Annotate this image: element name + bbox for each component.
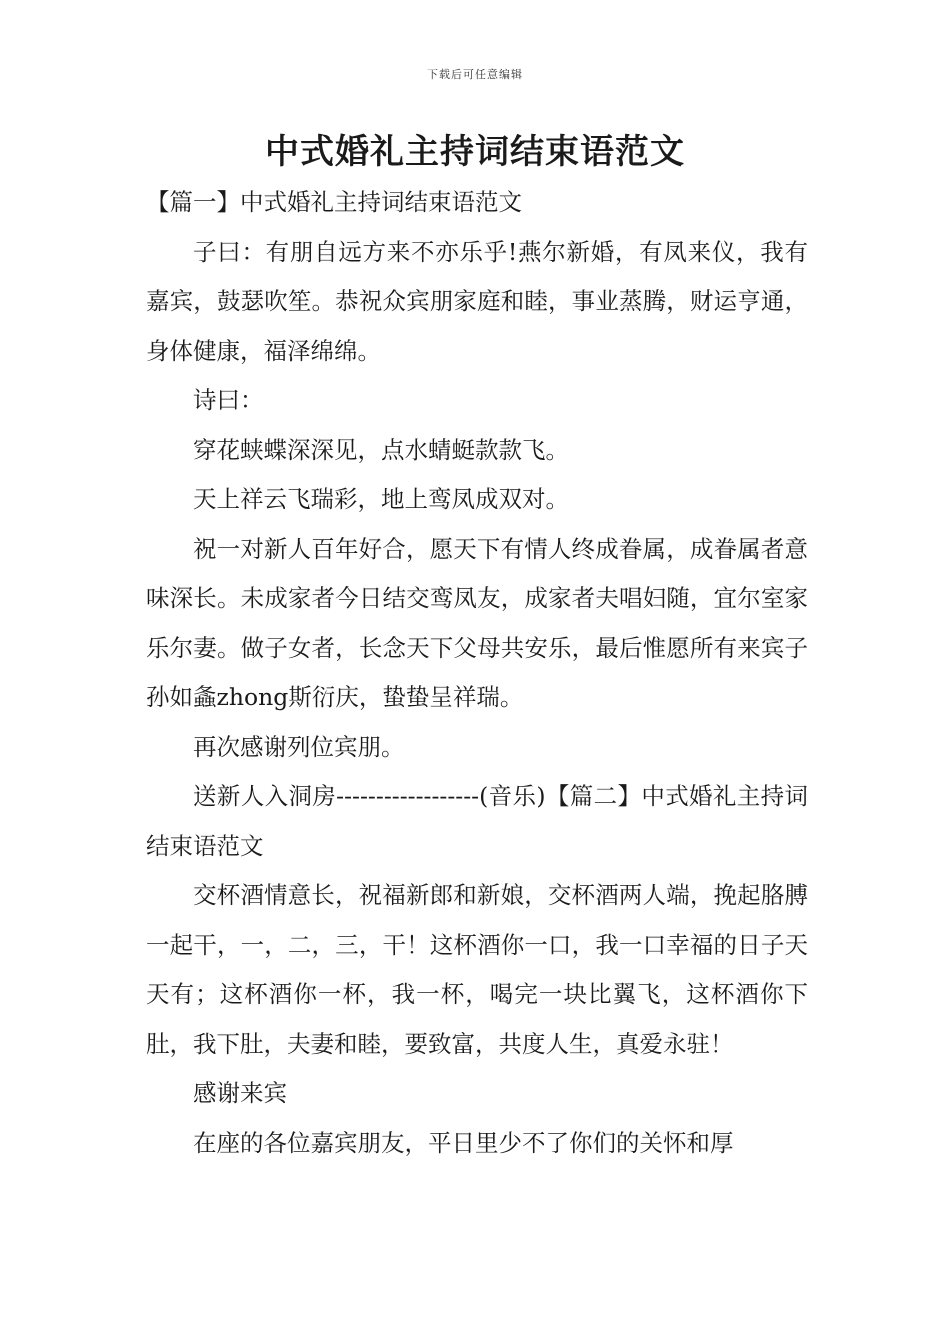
paragraph: 交杯酒情意长，祝福新郎和新娘，交杯酒两人端，挽起胳膊一起干，一，二，三，干！这杯酒你一口，我一口幸福的日子天天有；这杯酒你一杯，我一杯，喝完一块比翼飞，这杯酒你下肚，我下肚，夫妻和睦，要致富，共度人生，真爱永驻！ xyxy=(146,881,808,1058)
page-header: 下载后可任意编辑 xyxy=(427,68,523,81)
poem-line: 穿花蛱蝶深深见，点水蜻蜓款款飞。 xyxy=(193,435,569,464)
paragraph: 在座的各位嘉宾朋友，平日里少不了你们的关怀和厚 xyxy=(193,1128,734,1157)
paragraph: 诗曰： xyxy=(193,386,264,414)
paragraph: 子曰：有朋自远方来不亦乐乎!燕尔新婚，有凤来仪，我有嘉宾，鼓瑟吹笙。恭祝众宾朋家庭和睦，事业蒸腾，财运亨通，身体健康，福泽绵绵。 xyxy=(146,237,808,365)
section-heading-1: 【篇一】中式婚礼主持词结束语范文 xyxy=(146,188,522,216)
paragraph: 再次感谢列位宾朋。 xyxy=(193,732,405,761)
paragraph: 感谢来宾 xyxy=(193,1079,287,1107)
poem-line: 天上祥云飞瑞彩，地上鸾凤成双对。 xyxy=(193,485,569,513)
paragraph: 送新人入洞房------------------(音乐)【篇二】中式婚礼主持词结束语范文 xyxy=(146,782,808,860)
document-body xyxy=(146,178,808,1168)
document-title: 中式婚礼主持词结束语范文 xyxy=(265,132,685,172)
paragraph: 祝一对新人百年好合，愿天下有情人终成眷属，成眷属者意味深长。未成家者今日结交鸾凤友，成家者夫唱妇随，宜尔室家乐尔妻。做子女者，长念天下父母共安乐，最后惟愿所有来宾子孙如螽zhong斯衍庆，蛰蛰呈祥瑞。 xyxy=(146,534,808,711)
